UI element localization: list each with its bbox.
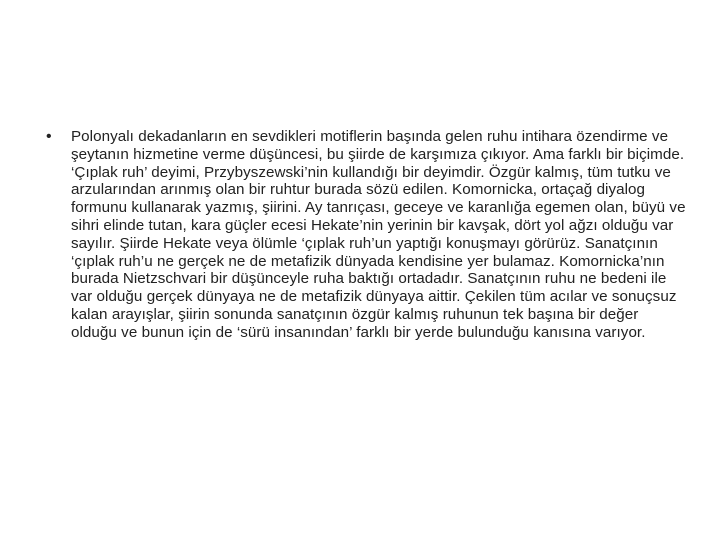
bullet-icon: • [46,128,52,145]
body-paragraph: Polonyalı dekadanların en sevdikleri motiflerin başında gelen ruhu intihara özendirme ve şeytanın hizmetine verme düşüncesi, bu şiirde de karşımıza çıkıyor. Ama farklı bir biçimde. ‘Çıplak ruh’ deyimi, Przybyszewski’nin kullandığı bir deyimdir. Özgür kalmış, tüm tutku ve arzularından arınmış olan bir ruhtur burada sözü edilen. Komornicka, ortaçağ diyalog formunu kullanarak yazmış, şiirini. Ay tanrıçası, geceye ve karanlığa egemen olan, büyü ve sihri elinde tutan, kara güçler ecesi Hekate’nin yerinin bir kavşak, dört yol ağzı olduğu var sayılır. Şiirde Hekate veya ölümle ‘çıplak ruh’un yaptığı konuşmayı görürüz. Sanatçının ‘çıplak ruh’u ne gerçek ne de metafizik dünyada kendisine yer bulamaz. Komornicka’nın burada Nietzschvari bir düşünceyle ruha baktığı ortadadır. Sanatçının ruhu ne bedeni ile var olduğu gerçek dünyaya ne de metafizik dünyaya aittir. Çekilen tüm acılar ve sonuçsuz kalan arayışlar, şiirin sonunda sanatçının özgür kalmış ruhunun tek başına bir değer olduğu ve bunun için de ‘sürü insanından’ farklı bir yerde bulunduğu kanısına varıyor. [71,128,686,341]
bullet-item [46,128,686,342]
